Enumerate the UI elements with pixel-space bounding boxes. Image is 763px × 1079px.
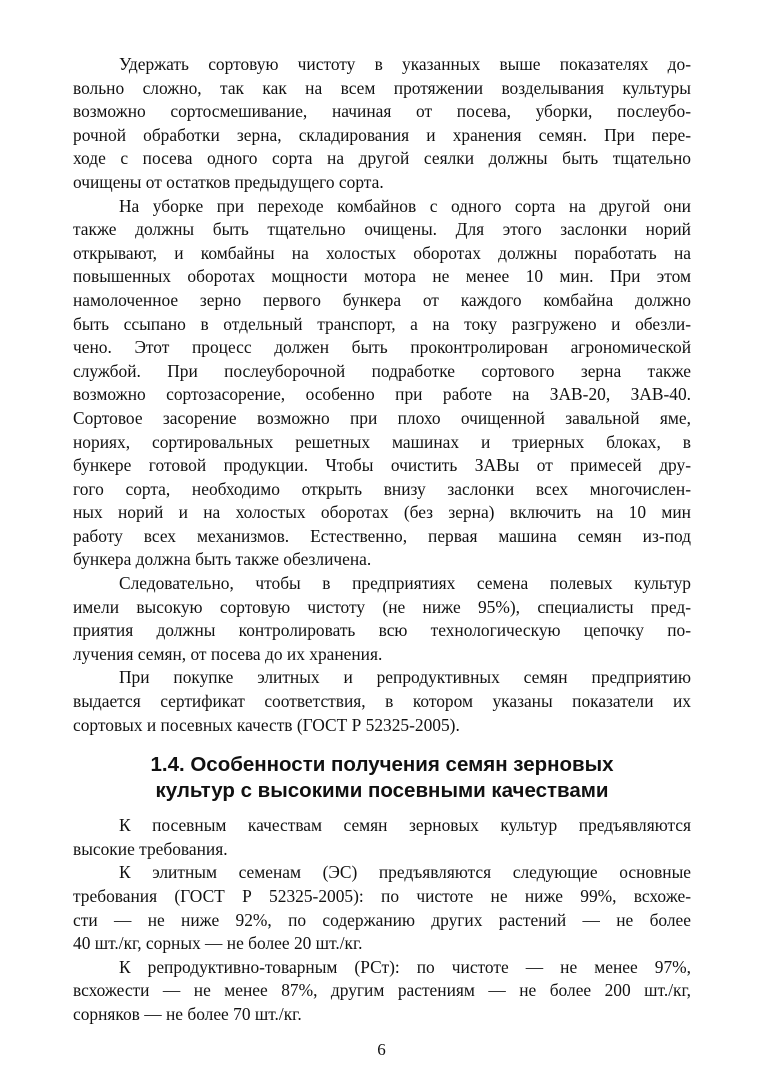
paragraph [73, 814, 691, 861]
paragraph-line: сорняков — не более 70 шт./кг. [73, 1003, 302, 1024]
paragraph-line: рочной обработки зерна, складирования и хранения семян. При пере- [73, 124, 691, 145]
section-heading-line-2: культур с высокими посевными качествами [155, 779, 609, 803]
paragraph-line: К посевным качествам семян зерновых культур предъявляются [119, 815, 691, 836]
paragraph-line: работу всех механизмов. Естественно, первая машина семян из-под [73, 525, 691, 546]
paragraph-line: ных норий и на холостых оборотах (без зерна) включить на 10 мин [73, 502, 691, 523]
paragraph [73, 861, 691, 955]
paragraph-line: К репродуктивно-товарным (РСт): по чистоте — не менее 97%, [119, 956, 691, 977]
paragraph-line: выдается сертификат соответствия, в котором указаны показатели их [73, 691, 691, 712]
paragraph-line: намолоченное зерно первого бункера от каждого комбайна должно [73, 289, 691, 310]
text-section-before-heading [73, 53, 691, 737]
page-body [73, 53, 691, 1027]
paragraph-line: Сортовое засорение возможно при плохо очищенной завальной яме, [73, 407, 691, 428]
paragraph-line: лучения семян, от посева до их хранения. [73, 643, 383, 664]
paragraph-line: возможно сортосмешивание, начиная от посева, уборки, послеубо- [73, 101, 691, 122]
paragraph-line: вольно сложно, так как на всем протяжении возделывания культуры [73, 77, 691, 98]
paragraph-line: сортовых и посевных качеств (ГОСТ Р 52325-2005). [73, 714, 460, 735]
paragraph-line: 40 шт./кг, сорных — не более 20 шт./кг. [73, 933, 363, 954]
paragraph [73, 195, 691, 573]
paragraph [73, 956, 691, 1027]
paragraph-line: всхожести — не менее 87%, другим растениям — не более 200 шт./кг, [73, 980, 691, 1001]
section-heading [73, 752, 691, 804]
paragraph [73, 572, 691, 666]
paragraph-line: очищены от остатков предыдущего сорта. [73, 171, 384, 192]
paragraph-line: бункере готовой продукции. Чтобы очистить ЗАВы от примесей дру- [73, 455, 691, 476]
paragraph-line: возможно сортозасорение, особенно при работе на ЗАВ-20, ЗАВ-40. [73, 384, 691, 405]
paragraph-line: высокие требования. [73, 838, 228, 859]
paragraph-line: Следовательно, чтобы в предприятиях семена полевых культур [119, 573, 691, 594]
text-section-after-heading [73, 814, 691, 1026]
paragraph-line: требования (ГОСТ Р 52325-2005): по чистоте не ниже 99%, всхоже- [73, 886, 691, 906]
paragraph-line: гого сорта, необходимо открыть внизу заслонки всех многочислен- [73, 478, 691, 499]
page-number: 6 [377, 1040, 386, 1059]
paragraph-line: Удержать сортовую чистоту в указанных выше показателях до- [119, 54, 691, 74]
paragraph-line: чено. Этот процесс должен быть проконтролирован агрономической [73, 337, 691, 358]
paragraph-line: При покупке элитных и репродуктивных семян предприятию [119, 667, 691, 688]
paragraph-line: также должны быть тщательно очищены. Для этого заслонки норий [73, 219, 691, 240]
paragraph [73, 666, 691, 737]
paragraph-line: сти — не ниже 92%, по содержанию других растений — не более [73, 909, 691, 930]
section-heading-line-1: 1.4. Особенности получения семян зерновых [150, 753, 614, 777]
paragraph-line: имели высокую сортовую чистоту (не ниже 95%), специалисты пред- [73, 596, 691, 617]
paragraph-line: нориях, сортировальных решетных машинах и триерных блоках, в [73, 431, 691, 452]
paragraph-line: ходе с посева одного сорта на другой сеялки должны быть тщательно [73, 148, 691, 169]
paragraph [73, 53, 691, 195]
paragraph-line: службой. При послеуборочной подработке сортового зерна также [73, 360, 691, 381]
paragraph-line: бункера должна быть также обезличена. [73, 549, 372, 570]
paragraph-line: быть ссыпано в отдельный транспорт, а на току разгружено и обезли- [73, 313, 691, 334]
paragraph-line: повышенных оборотах мощности мотора не менее 10 мин. При этом [73, 266, 691, 287]
paragraph-line: К элитным семенам (ЭС) предъявляются следующие основные [119, 862, 691, 883]
paragraph-line: На уборке при переходе комбайнов с одного сорта на другой они [119, 195, 691, 216]
paragraph-line: открывают, и комбайны на холостых оборотах должны поработать на [73, 242, 691, 263]
paragraph-line: приятия должны контролировать всю технологическую цепочку по- [73, 620, 691, 641]
